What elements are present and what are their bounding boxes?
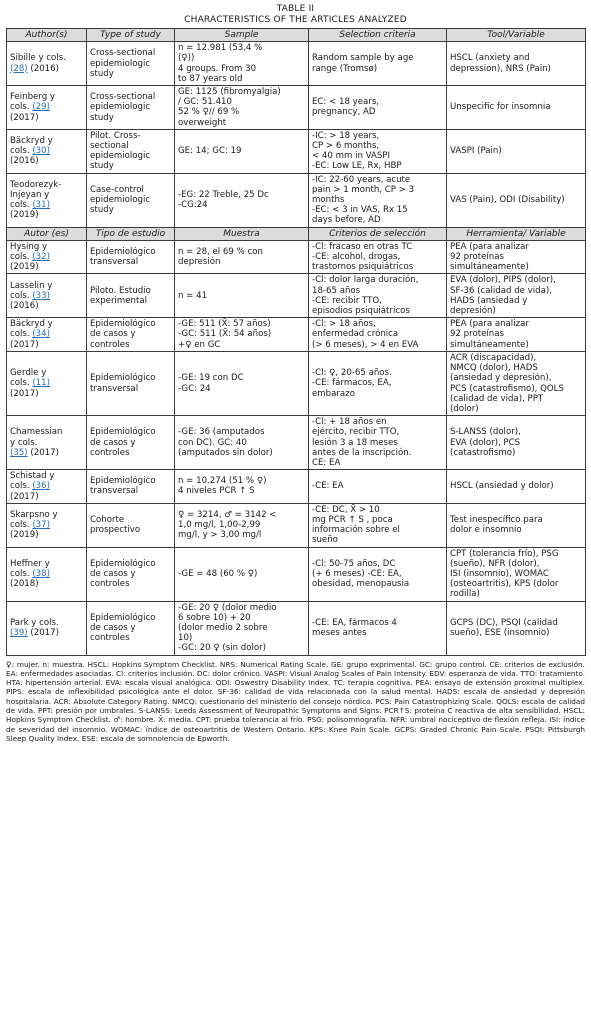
criteria-text: -IC: > 18 years, (312, 130, 380, 141)
criteria-cell (309, 240, 447, 274)
study-type-text: de casos y (90, 329, 136, 340)
author-year: (2017) (10, 112, 39, 123)
author-ref-line: cols. (11) (10, 378, 50, 389)
author-text: Feinberg y (10, 92, 55, 103)
reference-link[interactable]: (37) (32, 520, 50, 531)
sample-text: GE: 1125 (fibromyalgia) (178, 87, 281, 98)
criteria-text: pregnancy, AD (312, 107, 376, 118)
table-row (7, 470, 586, 504)
study-type-cell (87, 601, 175, 655)
author-cell (7, 129, 87, 173)
criteria-text: range (Tromsø) (312, 63, 378, 74)
reference-link[interactable]: (32) (32, 252, 50, 263)
sample-cell (175, 547, 309, 601)
criteria-text: -CE: fármacos, EA, (312, 378, 392, 389)
author-ref-line: cols. (38) (10, 568, 50, 579)
criteria-text: -Cl: > 18 años, (312, 319, 376, 330)
tool-text: sueño), ESE (insomnio) (450, 628, 550, 639)
tool-text: simultáneamente) (450, 262, 529, 273)
sample-text: +♀ en GC (178, 339, 221, 350)
study-type-cell (87, 240, 175, 274)
table-title: CHARACTERISTICS OF THE ARTICLES ANALYZED (184, 15, 407, 25)
author-text: Bäckryd y (10, 135, 53, 146)
criteria-cell (309, 274, 447, 318)
sample-text: -GE: 20 ♀ (dolor medio (178, 602, 277, 613)
author-cell (7, 173, 87, 227)
study-type-text: controles (90, 339, 130, 350)
criteria-cell (309, 173, 447, 227)
sample-text: / GC: 51.410 (178, 97, 232, 108)
criteria-text: CE: EA (312, 457, 341, 468)
author-cell (7, 240, 87, 274)
author-ref-line: cols. (34) (10, 329, 50, 340)
sample-text: ♀ = 3214, ♂ = 3142 < (178, 509, 277, 520)
author-year: (2018) (10, 579, 39, 590)
col-header: Sample (175, 29, 309, 42)
criteria-text: mg PCR ↑ S , poca (312, 514, 393, 525)
author-year: (2017) (10, 339, 39, 350)
study-type-text: experimental (90, 295, 148, 306)
tool-cell (447, 601, 586, 655)
study-type-text: de casos y (90, 622, 136, 633)
sample-cell (175, 351, 309, 415)
study-type-text: controles (90, 447, 130, 458)
criteria-cell (309, 351, 447, 415)
sample-text: overweight (178, 117, 227, 128)
table-row (7, 601, 586, 655)
study-type-cell (87, 470, 175, 504)
criteria-text: Random sample by age (312, 53, 414, 64)
author-ref-line: (39) (2017) (10, 628, 59, 639)
criteria-text: obesidad, menopausia (312, 579, 410, 590)
tool-text: dolor e insomnio (450, 525, 522, 536)
criteria-text: antes de la inscripción. (312, 447, 412, 458)
criteria-text: sueño (312, 535, 338, 546)
sample-text: -GE: 511 (X̄: 57 años) (178, 319, 271, 330)
author-ref-line: cols. (31) (10, 200, 50, 211)
tool-cell (447, 351, 586, 415)
criteria-text: -EC: < 3 in VAS, Rx 15 (312, 205, 408, 216)
author-ref-line: cols. (37) (10, 520, 50, 531)
study-type-cell (87, 173, 175, 227)
sample-text: n = 10.274 (51 % ♀) (178, 476, 267, 487)
tool-text: simultáneamente) (450, 339, 529, 350)
col-header: Autor (es) (7, 227, 87, 240)
sample-text: (♀)) (178, 53, 195, 64)
author-ref-line: cols. (33) (10, 290, 50, 301)
study-type-cell (87, 129, 175, 173)
table-row (7, 173, 586, 227)
tool-text: HSCL (ansiedad y dolor) (450, 481, 554, 492)
sample-text: 4 groups. From 30 (178, 63, 257, 74)
criteria-text: -Cl: 50-75 años, DC (312, 558, 396, 569)
criteria-cell (309, 86, 447, 130)
tool-text: HADS (ansiedad y (450, 295, 528, 306)
study-type-text: Epidemiológico (90, 612, 156, 623)
sample-text: mg/l, y > 3,00 mg/l (178, 530, 262, 541)
tool-text: PEA (para analizar (450, 241, 529, 252)
study-type-text: controles (90, 633, 130, 644)
sample-cell (175, 416, 309, 470)
tool-text: (catastrofismo) (450, 447, 516, 458)
author-cell (7, 503, 87, 547)
sample-text: -GE: 19 con DC (178, 373, 244, 384)
author-cell (7, 86, 87, 130)
author-year: (2017) (10, 491, 39, 502)
tool-text: EVA (dolor), PIPS (dolor), (450, 275, 556, 286)
col-header: Muestra (175, 227, 309, 240)
criteria-cell (309, 42, 447, 86)
criteria-text: trastornos psiquiátricos (312, 262, 414, 273)
tool-text: Test inespecífico para (450, 514, 543, 525)
study-type-text: Cohorte (90, 514, 125, 525)
col-header: Author(s) (7, 29, 87, 42)
author-cell (7, 318, 87, 352)
criteria-text: meses antes (312, 628, 367, 639)
study-type-text: study (90, 112, 114, 123)
study-type-text: controles (90, 579, 130, 590)
sample-cell (175, 318, 309, 352)
tool-text: depression), NRS (Pain) (450, 63, 551, 74)
criteria-cell (309, 503, 447, 547)
sample-text: (amputados sin dolor) (178, 447, 273, 458)
author-cell (7, 274, 87, 318)
table-row (7, 86, 586, 130)
author-year: (2016) (10, 156, 39, 167)
reference-link[interactable]: (39) (10, 628, 28, 639)
sample-text: -GC: 24 (178, 383, 211, 394)
criteria-text: -Cl: dolor larga duración, (312, 275, 419, 286)
tool-text: HSCL (anxiety and (450, 53, 530, 64)
reference-link[interactable]: (38) (32, 568, 50, 579)
author-text: Park y cols. (10, 617, 59, 628)
author-year: (2017) (10, 388, 39, 399)
sample-text: (dolor medio 2 sobre (178, 622, 268, 633)
tool-text: ACR (discapacidad), (450, 352, 537, 363)
reference-link[interactable]: (11) (32, 378, 50, 389)
tool-text: NMCQ (dolor), HADS (450, 363, 538, 374)
tool-text: GCPS (DC), PSQI (calidad (450, 617, 558, 628)
criteria-text: < 40 mm in VASPI (312, 151, 391, 162)
sample-cell (175, 42, 309, 86)
reference-link[interactable]: (33) (32, 290, 50, 301)
tool-text: EVA (dolor), PCS (450, 437, 521, 448)
col-header: Tool/Variable (447, 29, 586, 42)
study-type-cell (87, 351, 175, 415)
sample-text: -CG:24 (178, 200, 208, 211)
tool-cell (447, 547, 586, 601)
criteria-text: (> 6 meses), > 4 en EVA (312, 339, 419, 350)
col-header: Selection criteria (309, 29, 447, 42)
author-cell (7, 470, 87, 504)
author-ref-line: cols. (36) (10, 481, 50, 492)
criteria-cell (309, 318, 447, 352)
criteria-text: -EC: Low LE, Rx, HBP (312, 161, 402, 172)
author-cell (7, 42, 87, 86)
tool-text: rodilla) (450, 589, 480, 600)
study-type-cell (87, 42, 175, 86)
reference-link[interactable]: (36) (32, 481, 50, 492)
tool-text: 92 proteínas (450, 252, 504, 263)
criteria-text: -Cl: fracaso en otras TC (312, 241, 413, 252)
sample-cell (175, 240, 309, 274)
study-type-text: epidemiologic (90, 195, 151, 206)
articles-table (6, 28, 586, 656)
criteria-text: months (312, 195, 345, 206)
reference-link[interactable]: (31) (32, 200, 50, 211)
table-body-en (7, 42, 586, 227)
reference-link[interactable]: (35) (10, 447, 28, 458)
criteria-text: -CE: recibir TTO, (312, 295, 382, 306)
tool-cell (447, 240, 586, 274)
study-type-cell (87, 416, 175, 470)
author-ref-line: cols. (32) (10, 252, 50, 263)
criteria-text: -CE: EA, fármacos 4 (312, 617, 397, 628)
study-type-text: Pilot. Cross- (90, 130, 141, 141)
table-row (7, 351, 586, 415)
tool-cell (447, 42, 586, 86)
footnote: ♀: mujer. n: muestra. HSCL: Hopkins Symptom Checklist. NRS: Numerical Rating Scale. GE: grupo exprimental. GC: grupo control. CE: criterios de exclusión. EA: enfermedades asociadas. Cl: criterios inclusión. DC: dolor crónico. VASPI: Visual Analog Scales of Pain Intensity. EDV: esperanza de vida. TTO: tratamiento. HTA: hipertensión arterial. EVA: escala visual analógica. ODI: Oswestry Disability Index. TC: terapia cognitiva. PEA: ensayo de extensión proximal multiplex. PIPS: escala de inflexibilidad psicológica ante el dolor. SF-36: calidad de vida relacionada con la salud mental. HADS: escala de ansiedad y depresión hospitalaria. ACR: Absolute Category Rating. NMCQ: cuestionario del ministerio del consejo nórdico. PCS: Pain Catastrophizing Scale. QOLS: escala de calidad de vida. PPT: presión por umbrales. S-LANSS: Leeds Assessment of Neuropathic Symptoms and Signs. PCR↑S: proteína C reactiva de alta sensibilidad. HSCL: Hopkins Symptom Checklist. ♂: hombre. X̄: media. CPT: prueba tolerancia al frío. PSG: polisomnografía. NFR: umbral nociceptivo de flexión refleja. ISI: índice de severidad del insomnio. WOMAC: índice de osteoartritis de Western Ontario. KPS: Knee Pain Scale. GCPS: Graded Chronic Pain Scale. PSQI: Pittsburgh Sleep Quality Index. ESE: escala de somnolencia de Epworth. (6, 659, 585, 743)
criteria-text: CP > 6 months, (312, 141, 380, 152)
sample-text: n = 41 (178, 290, 208, 301)
tool-text: CPT (tolerancia frío), PSG (450, 548, 559, 559)
study-type-text: study (90, 68, 114, 79)
study-type-text: epidemiologic (90, 151, 151, 162)
tool-cell (447, 86, 586, 130)
author-ref-line: cols. (30) (10, 146, 50, 157)
sample-cell (175, 274, 309, 318)
tool-cell (447, 416, 586, 470)
tool-text: (sueño), NFR (dolor), (450, 558, 540, 569)
author-cell (7, 547, 87, 601)
sample-text: n = 12.981 (53,4 % (178, 43, 263, 54)
tool-cell (447, 274, 586, 318)
author-text: Teodorezyk- (10, 179, 62, 190)
tool-text: depresión) (450, 306, 496, 317)
sample-text: 10) (178, 633, 193, 644)
sample-cell (175, 173, 309, 227)
table-row (7, 503, 586, 547)
tool-text: 92 proteínas (450, 329, 504, 340)
table-row (7, 318, 586, 352)
study-type-text: Epidemiológico (90, 246, 156, 257)
sample-cell (175, 601, 309, 655)
study-type-text: de casos y (90, 568, 136, 579)
sample-text: -GE = 48 (60 % ♀) (178, 568, 258, 579)
author-cell (7, 601, 87, 655)
sample-text: -GE: 36 (amputados (178, 427, 265, 438)
study-type-text: transversal (90, 383, 139, 394)
tool-text: SF-36 (calidad de vida), (450, 285, 552, 296)
col-header: Herramienta/ Variable (447, 227, 586, 240)
table-row (7, 416, 586, 470)
tool-cell (447, 129, 586, 173)
author-ref-line: (35) (2017) (10, 447, 59, 458)
sample-text: 1,0 mg/l, 1,00-2,99 (178, 520, 261, 531)
criteria-text: enfermedad crónica (312, 329, 399, 340)
study-type-text: Epidemiológico (90, 558, 156, 569)
study-type-text: study (90, 205, 114, 216)
author-ref-line: cols. (29) (10, 102, 50, 113)
sample-text: 6 sobre 10) + 20 (178, 612, 251, 623)
table-row (7, 547, 586, 601)
criteria-cell (309, 601, 447, 655)
sample-text: to 87 years old (178, 73, 243, 84)
criteria-text: -Cl: ♀, 20-65 años. (312, 368, 392, 379)
study-type-text: sectional (90, 141, 129, 152)
criteria-text: pain > 1 month, CP > 3 (312, 184, 415, 195)
author-text: Gerdle y (10, 368, 47, 379)
tool-text: (calidad de vida), PPT (450, 393, 544, 404)
sample-cell (175, 86, 309, 130)
criteria-text: información sobre el (312, 525, 400, 536)
study-type-text: de casos y (90, 437, 136, 448)
reference-link[interactable]: (34) (32, 329, 50, 340)
study-type-text: Epidemiológico (90, 373, 156, 384)
reference-link[interactable]: (28) (10, 63, 28, 74)
study-type-text: Cross-sectional (90, 92, 156, 103)
criteria-text: days before, AD (312, 215, 381, 226)
study-type-text: Case-control (90, 184, 144, 195)
tool-cell (447, 173, 586, 227)
sample-text: 4 niveles PCR ↑ S (178, 486, 255, 497)
author-text: Injeyan y (10, 189, 50, 200)
sample-cell (175, 503, 309, 547)
tool-text: ISI (insomnio), WOMAC (450, 568, 549, 579)
reference-link[interactable]: (29) (32, 102, 50, 113)
study-type-text: epidemiologic (90, 102, 151, 113)
sample-text: 52 % ♀// 69 % (178, 107, 240, 118)
sample-cell (175, 129, 309, 173)
criteria-text: -CE: alcohol, drogas, (312, 252, 401, 263)
table-row (7, 129, 586, 173)
criteria-cell (309, 470, 447, 504)
study-type-text: Epidemiológico (90, 476, 156, 487)
author-year: (2019) (10, 530, 39, 541)
author-text: Lasselin y (10, 280, 53, 291)
tool-text: (ansiedad y depresión), (450, 373, 552, 384)
col-header: Criterios de selección (309, 227, 447, 240)
tool-text: Unspecific for insomnia (450, 102, 551, 113)
tool-cell (447, 318, 586, 352)
sample-text: -GC: 511 (X̄: 54 años) (178, 329, 272, 340)
study-type-text: prospectivo (90, 525, 141, 536)
sample-text: n = 28, el 69 % con (178, 246, 263, 257)
tool-text: VAS (Pain), ODI (Disability) (450, 195, 565, 206)
author-text: Schistad y (10, 471, 55, 482)
sample-text: -EG: 22 Treble, 25 Dc (178, 189, 269, 200)
study-type-text: study (90, 161, 114, 172)
sample-text: depresión (178, 257, 221, 268)
table-row (7, 274, 586, 318)
tool-text: PCS (catastrofismo), QOLS (450, 383, 564, 394)
study-type-text: Cross-sectional (90, 48, 156, 59)
study-type-cell (87, 503, 175, 547)
study-type-text: Epidemiológico (90, 427, 156, 438)
study-type-text: transversal (90, 486, 139, 497)
reference-link[interactable]: (30) (32, 146, 50, 157)
table-row (7, 240, 586, 274)
author-cell (7, 416, 87, 470)
criteria-cell (309, 416, 447, 470)
criteria-text: embarazo (312, 388, 355, 399)
author-text: Heffner y (10, 558, 50, 569)
author-year: (2019) (10, 262, 39, 273)
tool-text: PEA (para analizar (450, 319, 529, 330)
tool-cell (447, 470, 586, 504)
criteria-text: -CE: DC, X̄ > 10 (312, 504, 380, 515)
table-body-es (7, 240, 586, 655)
tool-cell (447, 503, 586, 547)
tool-text: VASPI (Pain) (450, 146, 502, 157)
criteria-cell (309, 547, 447, 601)
header-row-en (7, 29, 586, 42)
col-header: Tipo de estudio (87, 227, 175, 240)
study-type-cell (87, 318, 175, 352)
sample-text: con DC). GC: 40 (178, 437, 247, 448)
criteria-cell (309, 129, 447, 173)
tool-text: (osteoartritis), KPS (dolor (450, 579, 559, 590)
criteria-text: lesión 3 a 18 meses (312, 437, 398, 448)
criteria-text: -IC: 22-60 years, acute (312, 174, 411, 185)
table-label: TABLE II (276, 4, 315, 14)
author-year: (2016) (10, 300, 39, 311)
study-type-cell (87, 547, 175, 601)
header-row-es (7, 227, 586, 240)
author-text: Bäckryd y (10, 319, 53, 330)
criteria-text: (+ 6 meses) -CE: EA, (312, 568, 402, 579)
study-type-text: Piloto. Estudio (90, 285, 151, 296)
study-type-cell (87, 86, 175, 130)
criteria-text: -CE: EA (312, 481, 344, 492)
author-text: Hysing y (10, 241, 48, 252)
tool-text: (dolor) (450, 403, 479, 414)
study-type-text: epidemiologic (90, 58, 151, 69)
criteria-text: episodios psiquiátricos (312, 306, 410, 317)
author-text: Skarpsno y (10, 509, 58, 520)
sample-text: GE: 14; GC: 19 (178, 146, 242, 157)
criteria-text: 18-65 años (312, 285, 361, 296)
col-header: Type of study (87, 29, 175, 42)
study-type-cell (87, 274, 175, 318)
study-type-text: transversal (90, 257, 139, 268)
table-row (7, 42, 586, 86)
criteria-text: -Cl: + 18 años en (312, 417, 387, 428)
author-ref-line: (28) (2016) (10, 63, 59, 74)
sample-cell (175, 470, 309, 504)
sample-text: -GC: 20 ♀ (sin dolor) (178, 643, 267, 654)
author-cell (7, 351, 87, 415)
tool-text: S-LANSS (dolor), (450, 427, 521, 438)
author-text: Sibille y cols. (10, 53, 66, 64)
criteria-text: ejército, recibir TTO, (312, 427, 400, 438)
study-type-text: Epidemiológico (90, 319, 156, 330)
author-text: Chamessian (10, 427, 63, 438)
author-text: y cols. (10, 437, 38, 448)
author-year: (2019) (10, 210, 39, 221)
criteria-text: EC: < 18 years, (312, 97, 380, 108)
